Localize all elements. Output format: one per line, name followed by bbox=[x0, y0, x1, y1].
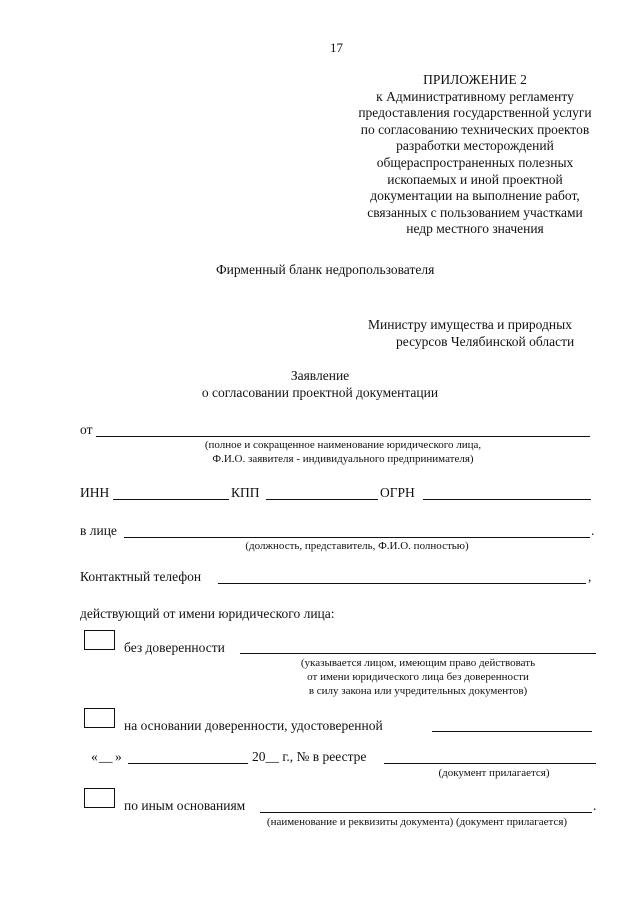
phone-end: , bbox=[588, 569, 592, 584]
with-poa-certifier-field[interactable] bbox=[432, 731, 592, 732]
from-field[interactable] bbox=[96, 436, 590, 437]
date-month-field[interactable] bbox=[128, 763, 248, 764]
acting-label: действующий от имени юридического лица: bbox=[80, 606, 335, 621]
statement-title: Заявление bbox=[290, 368, 350, 383]
inn-field[interactable] bbox=[113, 499, 229, 500]
other-grounds-field[interactable] bbox=[260, 812, 592, 813]
appendix-line: документации на выполнение работ, bbox=[370, 188, 580, 204]
page-number: 17 bbox=[330, 40, 343, 55]
from-note-2: Ф.И.О. заявителя - индивидуального предпринимателя) bbox=[212, 453, 474, 465]
without-poa-label: без доверенности bbox=[124, 640, 225, 655]
ogrn-label: ОГРН bbox=[380, 485, 415, 500]
other-grounds-note: (наименование и реквизиты документа) (документ прилагается) bbox=[266, 816, 568, 828]
from-note-1: (полное и сокращенное наименование юридического лица, bbox=[204, 439, 482, 451]
person-note: (должность, представитель, Ф.И.О. полностью) bbox=[245, 540, 469, 552]
statement-subtitle: о согласовании проектной документации bbox=[201, 385, 439, 400]
appendix-line: разработки месторождений bbox=[396, 138, 554, 154]
registry-number-field[interactable] bbox=[384, 763, 596, 764]
date-day-blank[interactable]: __ bbox=[99, 749, 113, 764]
without-poa-note-2: от имени юридического лица без доверенности bbox=[307, 671, 529, 683]
from-label: от bbox=[80, 422, 93, 437]
with-poa-note: (документ прилагается) bbox=[438, 767, 550, 779]
ogrn-field[interactable] bbox=[423, 499, 591, 500]
phone-label: Контактный телефон bbox=[80, 569, 202, 584]
appendix-line: недр местного значения bbox=[406, 221, 544, 237]
person-end: . bbox=[591, 523, 595, 538]
person-field[interactable] bbox=[124, 537, 590, 538]
other-grounds-label: по иным основаниям bbox=[124, 798, 246, 813]
kpp-label: КПП bbox=[231, 485, 260, 500]
with-poa-label: на основании доверенности, удостоверенной bbox=[124, 718, 383, 733]
appendix-title: ПРИЛОЖЕНИЕ 2 bbox=[423, 72, 527, 87]
appendix-line: к Административному регламенту bbox=[376, 88, 574, 104]
without-poa-field[interactable] bbox=[240, 653, 596, 654]
addressee-line1: Министру имущества и природных bbox=[368, 317, 572, 332]
addressee-line2: ресурсов Челябинской области bbox=[396, 334, 575, 349]
without-poa-note-1: (указывается лицом, имеющим право действовать bbox=[300, 657, 536, 669]
appendix-line: предоставления государственной услуги bbox=[358, 105, 592, 121]
date-open: « bbox=[91, 749, 98, 764]
appendix-header bbox=[330, 72, 620, 238]
year-registry-label: 20__ г., № в реестре bbox=[252, 749, 367, 764]
without-poa-checkbox[interactable] bbox=[84, 630, 115, 650]
appendix-line: по согласованию технических проектов bbox=[360, 121, 590, 137]
letterhead-label: Фирменный бланк недропользователя bbox=[216, 262, 435, 277]
inn-label: ИНН bbox=[80, 485, 110, 500]
kpp-field[interactable] bbox=[266, 499, 378, 500]
person-label: в лице bbox=[80, 523, 117, 538]
date-close: » bbox=[115, 749, 122, 764]
appendix-line: ископаемых и иной проектной bbox=[387, 171, 563, 187]
phone-field[interactable] bbox=[218, 583, 586, 584]
with-poa-checkbox[interactable] bbox=[84, 708, 115, 728]
other-grounds-checkbox[interactable] bbox=[84, 788, 115, 808]
other-grounds-end: . bbox=[593, 798, 597, 813]
appendix-line: связанных с пользованием участками bbox=[367, 204, 583, 220]
without-poa-note-3: в силу закона или учредительных документов) bbox=[308, 685, 528, 697]
appendix-line: общераспространенных полезных bbox=[376, 154, 574, 170]
